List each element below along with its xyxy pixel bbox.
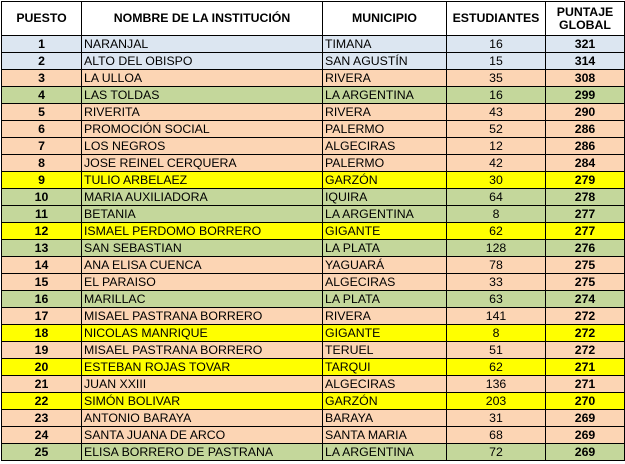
cell-puntaje: 269 xyxy=(546,427,625,444)
cell-puesto: 14 xyxy=(2,257,82,274)
cell-nombre: MARILLAC xyxy=(82,291,323,308)
cell-puesto: 5 xyxy=(2,104,82,121)
cell-municipio: ALGECIRAS xyxy=(323,376,447,393)
table-row xyxy=(2,53,625,70)
cell-puntaje: 271 xyxy=(546,359,625,376)
cell-municipio: GIGANTE xyxy=(323,223,447,240)
cell-nombre: LOS NEGROS xyxy=(82,138,323,155)
cell-puesto: 20 xyxy=(2,359,82,376)
cell-puntaje: 272 xyxy=(546,308,625,325)
cell-municipio: LA ARGENTINA xyxy=(323,444,447,461)
cell-estudiantes: 16 xyxy=(447,36,546,53)
cell-estudiantes: 51 xyxy=(447,342,546,359)
cell-nombre: JOSE REINEL CERQUERA xyxy=(82,155,323,172)
table-row xyxy=(2,308,625,325)
cell-estudiantes: 136 xyxy=(447,376,546,393)
table-row xyxy=(2,155,625,172)
cell-puesto: 22 xyxy=(2,393,82,410)
header-row xyxy=(2,2,625,36)
cell-estudiantes: 15 xyxy=(447,53,546,70)
table-row xyxy=(2,206,625,223)
table-row xyxy=(2,257,625,274)
cell-puesto: 7 xyxy=(2,138,82,155)
cell-estudiantes: 42 xyxy=(447,155,546,172)
cell-estudiantes: 203 xyxy=(447,393,546,410)
table-row xyxy=(2,291,625,308)
cell-nombre: LA ULLOA xyxy=(82,70,323,87)
table-row xyxy=(2,376,625,393)
cell-puesto: 18 xyxy=(2,325,82,342)
cell-puesto: 2 xyxy=(2,53,82,70)
cell-municipio: SAN AGUSTÍN xyxy=(323,53,447,70)
table-body xyxy=(2,36,625,461)
cell-puntaje: 269 xyxy=(546,444,625,461)
cell-municipio: YAGUARÁ xyxy=(323,257,447,274)
table-row xyxy=(2,138,625,155)
cell-puesto: 16 xyxy=(2,291,82,308)
table-row xyxy=(2,393,625,410)
cell-puntaje: 275 xyxy=(546,274,625,291)
cell-estudiantes: 68 xyxy=(447,427,546,444)
header-puntaje-line1: PUNTAJE xyxy=(556,4,614,19)
cell-nombre: ISMAEL PERDOMO BORRERO xyxy=(82,223,323,240)
table-row xyxy=(2,274,625,291)
cell-puesto: 10 xyxy=(2,189,82,206)
cell-puntaje: 275 xyxy=(546,257,625,274)
cell-estudiantes: 78 xyxy=(447,257,546,274)
cell-municipio: GIGANTE xyxy=(323,325,447,342)
cell-puesto: 4 xyxy=(2,87,82,104)
cell-municipio: SANTA MARIA xyxy=(323,427,447,444)
cell-puntaje: 314 xyxy=(546,53,625,70)
cell-municipio: ALGECIRAS xyxy=(323,138,447,155)
cell-puntaje: 279 xyxy=(546,172,625,189)
header-puntaje xyxy=(546,2,625,36)
cell-puntaje: 277 xyxy=(546,223,625,240)
table-row xyxy=(2,410,625,427)
cell-nombre: SAN SEBASTIAN xyxy=(82,240,323,257)
cell-municipio: GARZÓN xyxy=(323,172,447,189)
cell-municipio: ALGECIRAS xyxy=(323,274,447,291)
cell-puntaje: 286 xyxy=(546,121,625,138)
cell-puesto: 3 xyxy=(2,70,82,87)
cell-municipio: PALERMO xyxy=(323,121,447,138)
cell-puesto: 8 xyxy=(2,155,82,172)
cell-nombre: ESTEBAN ROJAS TOVAR xyxy=(82,359,323,376)
cell-municipio: TERUEL xyxy=(323,342,447,359)
table-row xyxy=(2,172,625,189)
cell-nombre: NARANJAL xyxy=(82,36,323,53)
cell-estudiantes: 16 xyxy=(447,87,546,104)
cell-nombre: MISAEL PASTRANA BORRERO xyxy=(82,342,323,359)
cell-nombre: ELISA BORRERO DE PASTRANA xyxy=(82,444,323,461)
cell-nombre: RIVERITA xyxy=(82,104,323,121)
cell-municipio: LA ARGENTINA xyxy=(323,206,447,223)
table-row xyxy=(2,121,625,138)
cell-nombre: PROMOCIÓN SOCIAL xyxy=(82,121,323,138)
cell-puesto: 11 xyxy=(2,206,82,223)
cell-puntaje: 274 xyxy=(546,291,625,308)
cell-municipio: LA ARGENTINA xyxy=(323,87,447,104)
cell-puesto: 6 xyxy=(2,121,82,138)
cell-puesto: 15 xyxy=(2,274,82,291)
header-estudiantes: ESTUDIANTES xyxy=(447,2,546,36)
cell-puesto: 17 xyxy=(2,308,82,325)
cell-municipio: RIVERA xyxy=(323,308,447,325)
cell-municipio: TIMANA xyxy=(323,36,447,53)
cell-municipio: RIVERA xyxy=(323,70,447,87)
cell-puntaje: 284 xyxy=(546,155,625,172)
table-row xyxy=(2,240,625,257)
cell-nombre: EL PARAISO xyxy=(82,274,323,291)
cell-estudiantes: 63 xyxy=(447,291,546,308)
cell-nombre: ALTO DEL OBISPO xyxy=(82,53,323,70)
cell-municipio: IQUIRA xyxy=(323,189,447,206)
cell-municipio: GARZÓN xyxy=(323,393,447,410)
cell-puesto: 1 xyxy=(2,36,82,53)
cell-estudiantes: 8 xyxy=(447,206,546,223)
table-row xyxy=(2,342,625,359)
cell-estudiantes: 35 xyxy=(447,70,546,87)
cell-municipio: RIVERA xyxy=(323,104,447,121)
cell-puntaje: 299 xyxy=(546,87,625,104)
cell-estudiantes: 72 xyxy=(447,444,546,461)
cell-nombre: NICOLAS MANRIQUE xyxy=(82,325,323,342)
cell-estudiantes: 8 xyxy=(447,325,546,342)
cell-estudiantes: 52 xyxy=(447,121,546,138)
cell-nombre: SIMÓN BOLIVAR xyxy=(82,393,323,410)
cell-estudiantes: 64 xyxy=(447,189,546,206)
cell-nombre: ANA ELISA CUENCA xyxy=(82,257,323,274)
cell-nombre: LAS TOLDAS xyxy=(82,87,323,104)
table-row xyxy=(2,87,625,104)
cell-puesto: 21 xyxy=(2,376,82,393)
cell-estudiantes: 128 xyxy=(447,240,546,257)
cell-estudiantes: 12 xyxy=(447,138,546,155)
cell-municipio: PALERMO xyxy=(323,155,447,172)
cell-puntaje: 321 xyxy=(546,36,625,53)
cell-puntaje: 277 xyxy=(546,206,625,223)
table-row xyxy=(2,444,625,461)
cell-estudiantes: 31 xyxy=(447,410,546,427)
cell-municipio: BARAYA xyxy=(323,410,447,427)
cell-puntaje: 278 xyxy=(546,189,625,206)
cell-estudiantes: 33 xyxy=(447,274,546,291)
cell-puesto: 25 xyxy=(2,444,82,461)
cell-puntaje: 272 xyxy=(546,342,625,359)
cell-puesto: 19 xyxy=(2,342,82,359)
table-row xyxy=(2,427,625,444)
table-row xyxy=(2,36,625,53)
cell-municipio: LA PLATA xyxy=(323,291,447,308)
cell-puesto: 12 xyxy=(2,223,82,240)
cell-municipio: LA PLATA xyxy=(323,240,447,257)
cell-nombre: MARIA AUXILIADORA xyxy=(82,189,323,206)
cell-estudiantes: 141 xyxy=(447,308,546,325)
cell-puntaje: 286 xyxy=(546,138,625,155)
cell-puntaje: 272 xyxy=(546,325,625,342)
table-row xyxy=(2,104,625,121)
cell-puesto: 23 xyxy=(2,410,82,427)
cell-puntaje: 276 xyxy=(546,240,625,257)
table-row xyxy=(2,70,625,87)
table-row xyxy=(2,325,625,342)
cell-puntaje: 269 xyxy=(546,410,625,427)
cell-estudiantes: 62 xyxy=(447,223,546,240)
cell-nombre: BETANIA xyxy=(82,206,323,223)
cell-nombre: TULIO ARBELAEZ xyxy=(82,172,323,189)
header-puntaje-line2: GLOBAL xyxy=(559,17,611,32)
cell-estudiantes: 62 xyxy=(447,359,546,376)
cell-puesto: 9 xyxy=(2,172,82,189)
table-row xyxy=(2,223,625,240)
cell-nombre: JUAN XXIII xyxy=(82,376,323,393)
table-row xyxy=(2,359,625,376)
cell-municipio: TARQUI xyxy=(323,359,447,376)
cell-puntaje: 290 xyxy=(546,104,625,121)
table-row xyxy=(2,189,625,206)
ranking-table xyxy=(1,1,625,461)
cell-nombre: MISAEL PASTRANA BORRERO xyxy=(82,308,323,325)
cell-puntaje: 308 xyxy=(546,70,625,87)
cell-puntaje: 271 xyxy=(546,376,625,393)
cell-puesto: 24 xyxy=(2,427,82,444)
cell-puntaje: 270 xyxy=(546,393,625,410)
header-nombre: NOMBRE DE LA INSTITUCIÓN xyxy=(82,2,323,36)
cell-estudiantes: 43 xyxy=(447,104,546,121)
cell-nombre: ANTONIO BARAYA xyxy=(82,410,323,427)
cell-estudiantes: 30 xyxy=(447,172,546,189)
header-municipio: MUNICIPIO xyxy=(323,2,447,36)
header-puesto: PUESTO xyxy=(2,2,82,36)
cell-puesto: 13 xyxy=(2,240,82,257)
cell-nombre: SANTA JUANA DE ARCO xyxy=(82,427,323,444)
